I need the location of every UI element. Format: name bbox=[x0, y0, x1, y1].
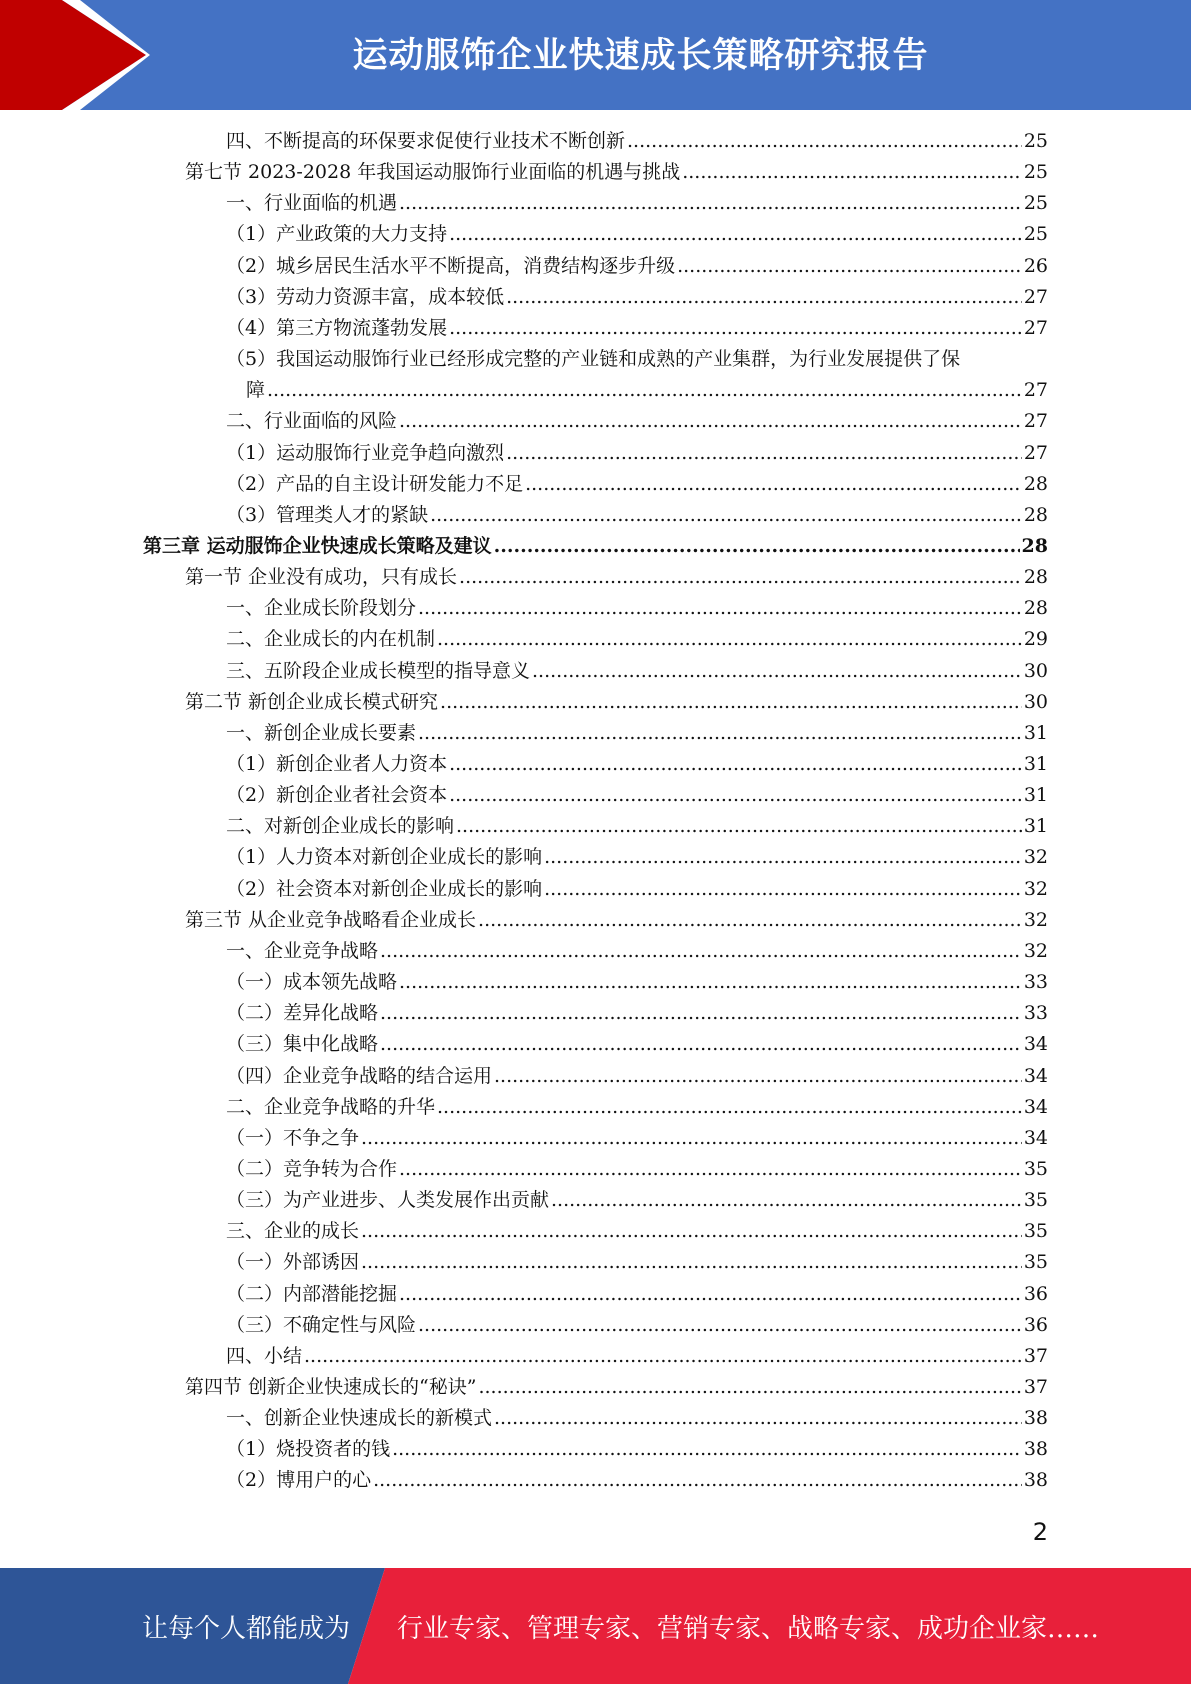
toc-entry[interactable] bbox=[226, 780, 1048, 811]
toc-dot-leader bbox=[449, 219, 1022, 250]
toc-entry-title: 四、小结 bbox=[226, 1344, 303, 1367]
toc-entry-title: 一、新创企业成长要素 bbox=[226, 721, 417, 744]
toc-entry-title: （一）外部诱因 bbox=[226, 1251, 360, 1274]
toc-entry-title: （三）为产业进步、人类发展作出贡献 bbox=[226, 1189, 550, 1212]
toc-page-number: 37 bbox=[1023, 1376, 1048, 1398]
toc-page-number: 34 bbox=[1023, 1033, 1048, 1056]
toc-entry[interactable] bbox=[226, 313, 1048, 344]
toc-page-number: 26 bbox=[1023, 254, 1048, 277]
toc-dot-leader bbox=[380, 936, 1022, 967]
toc-entry-title: 第三章 运动服饰企业快速成长策略及建议 bbox=[143, 534, 492, 557]
toc-section-entry[interactable] bbox=[185, 1372, 1048, 1403]
toc-page-number: 31 bbox=[1023, 721, 1048, 744]
toc-entry-title: 障 bbox=[246, 379, 266, 402]
toc-entry-title: （二）差异化战略 bbox=[226, 1002, 379, 1025]
toc-dot-leader bbox=[440, 687, 1022, 718]
toc-entry[interactable] bbox=[226, 219, 1048, 250]
toc-entry[interactable] bbox=[226, 936, 1048, 967]
toc-entry-title: 二、企业成长的内在机制 bbox=[226, 628, 436, 651]
toc-dot-leader bbox=[627, 126, 1022, 157]
toc-section-entry[interactable] bbox=[185, 562, 1048, 593]
toc-dot-leader bbox=[459, 562, 1022, 593]
toc-dot-leader bbox=[418, 593, 1022, 624]
toc-entry[interactable] bbox=[226, 469, 1048, 500]
toc-page-number: 28 bbox=[1023, 566, 1048, 589]
toc-dot-leader bbox=[478, 905, 1022, 936]
toc-entry[interactable] bbox=[226, 1029, 1048, 1060]
toc-entry[interactable] bbox=[226, 1310, 1048, 1341]
toc-entry[interactable] bbox=[226, 624, 1048, 655]
toc-entry[interactable] bbox=[226, 967, 1048, 998]
toc-page-number: 27 bbox=[1023, 285, 1048, 308]
toc-entry-title: 第二节 新创企业成长模式研究 bbox=[185, 690, 439, 713]
toc-chapter-entry[interactable] bbox=[143, 531, 1048, 562]
toc-entry-title: （三）集中化战略 bbox=[226, 1033, 379, 1056]
toc-dot-leader bbox=[399, 406, 1022, 437]
toc-entry-title: （2）博用户的心 bbox=[226, 1469, 372, 1492]
toc-dot-leader bbox=[544, 874, 1022, 905]
toc-dot-leader bbox=[525, 469, 1022, 500]
toc-entry-title: （2）新创企业者社会资本 bbox=[226, 784, 448, 807]
toc-page-number: 32 bbox=[1023, 846, 1048, 869]
toc-page-number: 27 bbox=[1023, 441, 1048, 464]
toc-entry[interactable] bbox=[226, 718, 1048, 749]
toc-entry-title: （3）管理类人才的紧缺 bbox=[226, 503, 429, 526]
toc-dot-leader bbox=[478, 1372, 1021, 1403]
page-number: 2 bbox=[1032, 1518, 1048, 1546]
toc-dot-leader bbox=[380, 998, 1022, 1029]
toc-entry-title: （二）竞争转为合作 bbox=[226, 1157, 398, 1180]
toc-dot-leader bbox=[380, 1029, 1022, 1060]
toc-entry-title: 二、对新创企业成长的影响 bbox=[226, 815, 455, 838]
footer-slogan-right: 行业专家、管理专家、营销专家、战略专家、成功企业家…… bbox=[397, 1614, 1100, 1644]
toc-entry-title: （3）劳动力资源丰富，成本较低 bbox=[226, 285, 505, 308]
toc-entry[interactable] bbox=[226, 406, 1048, 437]
page-header bbox=[0, 0, 1191, 110]
toc-page-number: 31 bbox=[1023, 753, 1048, 775]
toc-dot-leader bbox=[437, 624, 1022, 655]
toc-page-number: 37 bbox=[1023, 1344, 1048, 1367]
toc-entry[interactable] bbox=[226, 874, 1048, 905]
toc-entry[interactable] bbox=[226, 188, 1048, 219]
toc-entry[interactable] bbox=[226, 1216, 1048, 1247]
toc-section-entry[interactable] bbox=[185, 905, 1048, 936]
toc-entry[interactable] bbox=[226, 1247, 1048, 1278]
toc-entry-wrapped-line: （5）我国运动服饰行业已经形成完整的产业链和成熟的产业集群，为行业发展提供了保 bbox=[226, 348, 961, 371]
toc-entry-title: （2）产品的自主设计研发能力不足 bbox=[226, 472, 524, 495]
toc-dot-leader bbox=[544, 842, 1022, 873]
toc-entry[interactable] bbox=[226, 749, 1048, 780]
toc-page-number: 34 bbox=[1023, 1095, 1048, 1118]
toc-page-number: 31 bbox=[1023, 815, 1048, 838]
toc-entry[interactable] bbox=[226, 998, 1048, 1029]
toc-page-number: 25 bbox=[1023, 192, 1048, 215]
toc-entry-title: 第四节 创新企业快速成长的“秘诀” bbox=[185, 1376, 477, 1398]
toc-dot-leader bbox=[392, 1434, 1022, 1465]
toc-page-number: 34 bbox=[1023, 1064, 1048, 1087]
toc-entry-title: 一、创新企业快速成长的新模式 bbox=[226, 1407, 493, 1430]
toc-entry-title: （1）人力资本对新创企业成长的影响 bbox=[226, 846, 543, 869]
toc-dot-leader bbox=[449, 313, 1022, 344]
toc-entry[interactable] bbox=[226, 593, 1048, 624]
toc-dot-leader bbox=[506, 282, 1022, 313]
toc-page-number: 28 bbox=[1023, 597, 1048, 620]
toc-dot-leader bbox=[532, 656, 1022, 687]
toc-dot-leader bbox=[399, 967, 1022, 998]
toc-page-number: 38 bbox=[1023, 1469, 1048, 1492]
toc-page-number: 30 bbox=[1023, 690, 1048, 713]
toc-page-number: 38 bbox=[1023, 1438, 1048, 1461]
toc-page-number: 35 bbox=[1023, 1251, 1048, 1274]
toc-entry-title: （一）成本领先战略 bbox=[226, 971, 398, 994]
toc-dot-leader bbox=[506, 438, 1022, 469]
toc-dot-leader bbox=[361, 1247, 1022, 1278]
toc-entry-title: 第七节 2023-2028 年我国运动服饰行业面临的机遇与挑战 bbox=[185, 161, 681, 184]
toc-entry-title: 三、五阶段企业成长模型的指导意义 bbox=[226, 659, 531, 682]
toc-dot-leader bbox=[399, 188, 1022, 219]
toc-entry-title: （2）城乡居民生活水平不断提高，消费结构逐步升级 bbox=[226, 254, 676, 277]
toc-entry-title: 第三节 从企业竞争战略看企业成长 bbox=[185, 908, 477, 931]
toc-dot-leader bbox=[361, 1216, 1022, 1247]
toc-entry-title: （二）内部潜能挖掘 bbox=[226, 1282, 398, 1305]
toc-page-number: 27 bbox=[1023, 410, 1048, 433]
toc-dot-leader bbox=[418, 718, 1022, 749]
toc-page-number: 35 bbox=[1023, 1157, 1048, 1180]
toc-dot-leader bbox=[677, 251, 1022, 282]
toc-entry-title: 一、企业成长阶段划分 bbox=[226, 597, 417, 620]
toc-entry-title: 二、行业面临的风险 bbox=[226, 410, 398, 433]
toc-entry-title: 一、行业面临的机遇 bbox=[226, 192, 398, 215]
toc-entry-title: 四、不断提高的环保要求促使行业技术不断创新 bbox=[226, 130, 626, 152]
toc-entry[interactable] bbox=[226, 126, 1048, 157]
toc-dot-leader bbox=[418, 1310, 1022, 1341]
toc-page-number: 36 bbox=[1023, 1313, 1048, 1336]
toc-entry[interactable] bbox=[226, 1123, 1048, 1154]
toc-entry[interactable] bbox=[226, 656, 1048, 687]
toc-dot-leader bbox=[267, 375, 1022, 406]
toc-page-number: 35 bbox=[1023, 1189, 1048, 1212]
toc-entry[interactable] bbox=[226, 500, 1048, 531]
toc-dot-leader bbox=[361, 1123, 1022, 1154]
toc-section-entry[interactable] bbox=[185, 157, 1048, 188]
toc-entry-title: 二、企业竞争战略的升华 bbox=[226, 1095, 436, 1118]
toc-section-entry[interactable] bbox=[185, 687, 1048, 718]
toc-page-number: 28 bbox=[1023, 503, 1048, 526]
toc-entry-title: （四）企业竞争战略的结合运用 bbox=[226, 1064, 493, 1087]
footer-slogan-left: 让每个人都能成为 bbox=[142, 1614, 351, 1644]
toc-entry[interactable] bbox=[226, 1154, 1048, 1185]
toc-page-number: 34 bbox=[1023, 1126, 1048, 1149]
toc-entry-title: 三、企业的成长 bbox=[226, 1220, 360, 1243]
toc-entry[interactable] bbox=[226, 1465, 1048, 1496]
toc-dot-leader bbox=[449, 780, 1022, 811]
toc-dot-leader bbox=[437, 1092, 1022, 1123]
toc-page-number: 29 bbox=[1023, 628, 1048, 651]
toc-entry[interactable] bbox=[226, 251, 1048, 282]
toc-page-number: 33 bbox=[1023, 971, 1048, 994]
toc-entry-title: （1）新创企业者人力资本 bbox=[226, 753, 448, 775]
toc-entry[interactable] bbox=[226, 1061, 1048, 1092]
toc-page-number: 32 bbox=[1023, 939, 1048, 962]
toc-dot-leader bbox=[494, 1061, 1022, 1092]
toc-dot-leader bbox=[494, 1403, 1022, 1434]
toc-page-number: 35 bbox=[1023, 1220, 1048, 1243]
toc-entry[interactable] bbox=[246, 375, 1048, 406]
toc-dot-leader bbox=[456, 811, 1022, 842]
toc-entry[interactable] bbox=[226, 1185, 1048, 1216]
toc-dot-leader bbox=[430, 500, 1022, 531]
toc-page-number: 32 bbox=[1023, 908, 1048, 931]
toc-page-number: 31 bbox=[1023, 784, 1048, 807]
toc-entry-title: （三）不确定性与风险 bbox=[226, 1313, 417, 1336]
toc-entry[interactable] bbox=[226, 282, 1048, 313]
toc-dot-leader bbox=[399, 1279, 1022, 1310]
toc-entry[interactable] bbox=[226, 1092, 1048, 1123]
toc-page-number: 30 bbox=[1023, 659, 1048, 682]
document-title: 运动服饰企业快速成长策略研究报告 bbox=[352, 36, 929, 76]
toc-page-number: 32 bbox=[1023, 877, 1048, 900]
toc-entry[interactable] bbox=[226, 842, 1048, 873]
toc-dot-leader bbox=[682, 157, 1022, 188]
toc-entry-title: （1）烧投资者的钱 bbox=[226, 1438, 391, 1461]
toc-dot-leader bbox=[551, 1185, 1022, 1216]
toc-page-number: 33 bbox=[1023, 1002, 1048, 1025]
toc-entry[interactable] bbox=[226, 1279, 1048, 1310]
toc-dot-leader bbox=[449, 749, 1022, 780]
toc-entry-title: 第一节 企业没有成功，只有成长 bbox=[185, 566, 458, 589]
toc-page-number: 28 bbox=[1021, 534, 1048, 557]
page-footer bbox=[0, 1568, 1191, 1684]
toc-page-number: 27 bbox=[1023, 316, 1048, 339]
toc-entry-title: （一）不争之争 bbox=[226, 1126, 360, 1149]
toc-entry-title: （1）产业政策的大力支持 bbox=[226, 223, 448, 246]
toc-page-number: 25 bbox=[1023, 161, 1048, 184]
toc-page-number: 25 bbox=[1023, 223, 1048, 246]
toc-entry-title: （4）第三方物流蓬勃发展 bbox=[226, 316, 448, 339]
toc-dot-leader bbox=[494, 531, 1020, 562]
toc-dot-leader bbox=[399, 1154, 1022, 1185]
toc-page-number: 36 bbox=[1023, 1282, 1048, 1305]
toc-dot-leader bbox=[304, 1341, 1022, 1372]
toc-entry[interactable] bbox=[226, 1403, 1048, 1434]
toc-dot-leader bbox=[373, 1465, 1022, 1496]
toc-page-number: 28 bbox=[1023, 472, 1048, 495]
toc-entry[interactable] bbox=[226, 438, 1048, 469]
toc-entry-title: （2）社会资本对新创企业成长的影响 bbox=[226, 877, 543, 900]
toc-entry[interactable] bbox=[226, 1434, 1048, 1465]
toc-entry-title: 一、企业竞争战略 bbox=[226, 939, 379, 962]
toc-page-number: 38 bbox=[1023, 1407, 1048, 1430]
toc-entry[interactable] bbox=[226, 1341, 1048, 1372]
toc-page-number: 27 bbox=[1023, 379, 1048, 402]
toc-entry[interactable] bbox=[226, 811, 1048, 842]
toc-page-number: 25 bbox=[1023, 130, 1048, 152]
toc-entry-title: （1）运动服饰行业竞争趋向激烈 bbox=[226, 441, 505, 464]
